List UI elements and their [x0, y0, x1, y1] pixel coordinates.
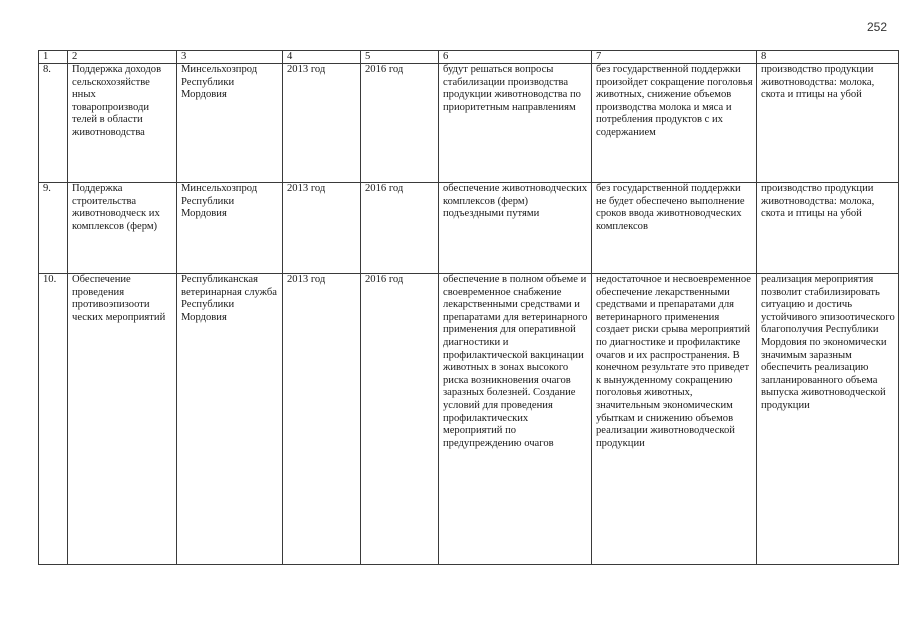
expected-result-cell: будут решаться вопросы стабилизации производства продукции животноводства по приоритетным направлениям — [439, 64, 592, 183]
responsible-cell: Минсельхозпрод Республики Мордовия — [177, 64, 283, 183]
row-number-cell: 9. — [39, 183, 68, 274]
expected-result-cell: обеспечение животноводческих комплексов (ферм) подъездными путями — [439, 183, 592, 274]
row-number-cell: 10. — [39, 274, 68, 565]
column-number: 7 — [592, 51, 757, 64]
indicator-link-cell: производство продукции животноводства: молока, скота и птицы на убой — [757, 64, 899, 183]
expected-result-cell: обеспечение в полном объеме и своевременное снабжение лекарственными средствами и препаратами для ветеринарного применения для оперативной диагностики и профилактической вакцинации животных в зонах высокого риска возникновения очагов заразных болезней. Создание условий для проведения профилактических мероприятий по предупреждению очагов — [439, 274, 592, 565]
table-header-row — [39, 51, 899, 64]
indicator-link-cell: производство продукции животноводства: молока, скота и птицы на убой — [757, 183, 899, 274]
consequences-cell: недостаточное и несвоевременное обеспечение лекарственными средствами и препаратами для ветеринарного применения создает риски срыва мероприятий по диагностике и профилактике очагов и их распространения. В конечном результате это приведет к вынужденному сокращению поголовья животных, значительным экономическим убыткам и снижению объемов реализации животноводческой продукции — [592, 274, 757, 565]
consequences-cell: без государственной поддержки произойдет сокращение поголовья животных, снижение объемов производства молока и мяса и потребления продуктов с их содержанием — [592, 64, 757, 183]
measure-name-cell: Поддержка строительства животноводческ их комплексов (ферм) — [68, 183, 177, 274]
column-number: 2 — [68, 51, 177, 64]
column-number: 1 — [39, 51, 68, 64]
end-year-cell: 2016 год — [361, 183, 439, 274]
indicator-link-cell: реализация мероприятия позволит стабилизировать ситуацию и достичь устойчивого эпизоотического благополучия Республики Мордовия по экономически значимым заразным обеспечить реализацию запланированного объема выпуска животноводческой продукции — [757, 274, 899, 565]
start-year-cell: 2013 год — [283, 274, 361, 565]
consequences-cell: без государственной поддержки не будет обеспечено выполнение сроков ввода животноводческих комплексов — [592, 183, 757, 274]
page-number: 252 — [866, 20, 887, 34]
table-row — [39, 64, 899, 183]
responsible-cell: Республиканская ветеринарная служба Республики Мордовия — [177, 274, 283, 565]
column-number: 6 — [439, 51, 592, 64]
measure-name-cell: Поддержка доходов сельскохозяйстве нных товаропроизводи телей в области животноводства — [68, 64, 177, 183]
column-number: 8 — [757, 51, 899, 64]
row-number-cell: 8. — [39, 64, 68, 183]
table-row — [39, 274, 899, 565]
end-year-cell: 2016 год — [361, 274, 439, 565]
column-number: 4 — [283, 51, 361, 64]
measure-name-cell: Обеспечение проведения противоэпизооти ческих мероприятий — [68, 274, 177, 565]
start-year-cell: 2013 год — [283, 183, 361, 274]
column-number: 3 — [177, 51, 283, 64]
column-number: 5 — [361, 51, 439, 64]
responsible-cell: Минсельхозпрод Республики Мордовия — [177, 183, 283, 274]
start-year-cell: 2013 год — [283, 64, 361, 183]
end-year-cell: 2016 год — [361, 64, 439, 183]
document-table — [38, 50, 899, 565]
table-row — [39, 183, 899, 274]
